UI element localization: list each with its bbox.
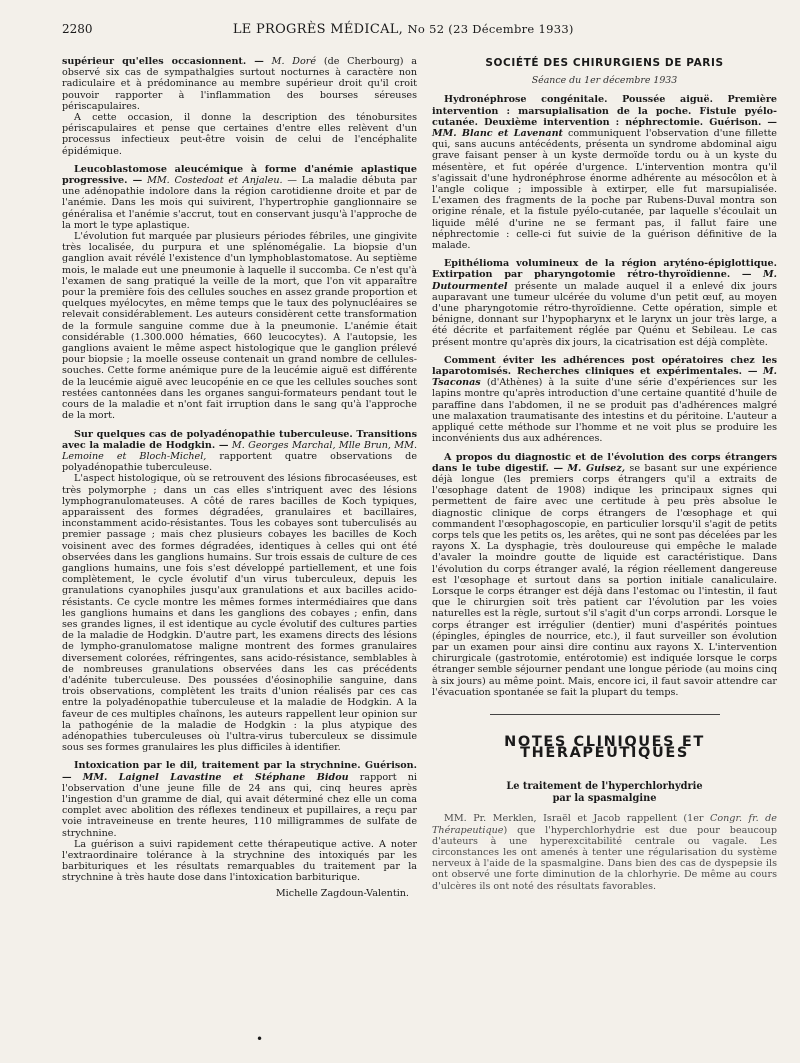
paragraph-text: (de Cherbourg) a observé six cas de sympathalgies surtout nocturnes à caractère non radiculaire et à prédominance au membre supérieur droit qu'il croit pouvoir rapporter à l'inflammation des bourses séreuses périscapulaires. (62, 56, 418, 112)
article-adherences (432, 355, 777, 445)
journal-title (233, 22, 574, 37)
author-name: M. Dutourmentel (432, 269, 777, 292)
paragraph-text: se basant sur une expérience déjà longue (les premiers corps étrangers qu'il a extraits de l'œsophage datent de 1908) indique les principaux signes qui permettent de faire avec une certitude à peu près absolue le diagnostic clinique de corps étrangers de l'œsophage et qui commandent l'œsophagoscopie, en particulier lorsqu'il s'agit de petits corps tels que les petits os, les arêtes, qui ne sont pas décelées par les rayons X. La dysphagie, très douloureuse qui empêche le malade d'avaler la moindre goutte de liquide est caractéristique. Dans l'évolution du corps étranger avalé, la région réellement dangereuse est l'œsophage et surtout dans sa portion initiale canaliculaire. Lorsque le corps étranger est déjà dans l'estomac ou l'intestin, il faut que le chirurgien soit très patient car l'évolution par les voies naturelles est la règle, surtout s'il s'agit d'un corps arrondi. Lorsque le corps étranger est irrégulier (dentier) muni d'aspérités pointues (épingles, épingles de nourrice, etc.), il faut surveiller son évolution par un examen pour ainsi dire continu aux rayons X. L'intervention chirurgicale (gastrotomie, entérotomie) est indiquée lorsque le corps étranger semble séjourner pendant une longue période (au moins cinq à six jours) au même point. Mais, encore ici, il faut savoir attendre car l'évacuation spontanée se fait la plupart du temps. (432, 462, 778, 698)
article-hydronephrose (432, 94, 777, 251)
paragraph (432, 94, 777, 251)
citation: Congr. fr. de Thérapeutique (432, 813, 777, 836)
paragraph-text: (d'Athènes) à la suite d'une série d'expériences sur les lapins montre qu'après introduction d'une certaine quantité d'huile de paraffine dans l'abdomen, il ne se produit pas d'adhérences malgré une malaxation traumatisante des intestins et du péritoine. L'auteur a appliqué cette méthode sur l'homme et ne voit plus se produire les inconvénients dus aux adhérences. (432, 377, 777, 445)
section-title: Sur quelques cas de polyadénopathie tuberculeuse. Transitions avec la maladie de Hodgkin. — (62, 428, 417, 451)
paragraph: A cette occasion, il donne la description des ténobursites périscapulaires et pense que certaines d'entre elles relèvent d'un processus infectieux peut-être voisin de celui de l'encéphalite épidémique. (62, 112, 417, 157)
section-title: Comment éviter les adhérences post opératoires chez les laparotomisés. Recherches cliniques et expérimentales. — (432, 354, 777, 378)
paragraph (62, 429, 417, 474)
journal-name: LE PROGRÈS MÉDICAL, (232, 22, 404, 37)
article-heading-line-2: par la spasmalgine (552, 793, 657, 805)
author-name: MM. Blanc et Lavenant (432, 128, 563, 140)
author-name: M. Doré (271, 56, 317, 67)
article-epithelioma (432, 258, 777, 348)
notes-heading: NOTES CLINIQUES ET THÉRAPEUTIQUES (504, 733, 705, 762)
article-heading-line-1: Le traitement de l'hyperchlorhydrie (506, 781, 703, 793)
paragraph-text: communiquent l'observation d'une fillette qui, sans aucuns antécédents, présenta un syndrome abdominal aigu grave faisant penser à un kyste dermoïde tordu ou à un kyste du mésentère, et fut opérée d'urgence. L'intervention montra qu'il s'agissait d'une hydronéphrose énorme adhérente au mésocôlon et à l'angle colique ; impossible à extirper, elle fut marsupialisée. L'examen des fragments de la poche par Rubens-Duval montra son origine rénale, et la fistule pyélo-cutanée, par laquelle s'écoulait un liquide mêlé d'urine ne se fermant pas, il fallut faire une néphrectomie : celle-ci fut suivie de la guérison définitive de la malade. (432, 128, 777, 252)
left-column (62, 56, 417, 899)
right-column (432, 56, 777, 892)
paragraph (62, 760, 417, 838)
paragraph (432, 355, 777, 445)
article-polyadenopathie (62, 429, 417, 754)
paragraph (62, 164, 417, 231)
society-heading: SOCIÉTÉ DES CHIRURGIENS DE PARIS (485, 57, 724, 69)
paragraph (432, 258, 777, 348)
paragraph-text: — La maladie débuta par une adénopathie indolore dans la région carotidienne droite et par de l'anémie. Dans les mois qui suivirent, l'hypertrophie ganglionnaire se généralisa et l'anémie s'accrut, tout en conservant jusqu'à l'approche de la mort le type aplastique. (62, 175, 417, 231)
paragraph: L'évolution fut marquée par plusieurs périodes fébriles, une gingivite très localisée, du purpura et une splénomégalie. La biopsie d'un ganglion avait révélé l'existence d'un lymphoblastomatose. Au septième mois, le malade eut une pneumonie à laquelle il succomba. Ce n'est qu'à l'examen de sang pratiqué la veille de la mort, que l'on vit apparaître pour la première fois des cellules souches en assez grande proportion et quelques myélocytes, en même temps que le taux des polynucléaires se relevait considérablement. Les auteurs considèrent cette transformation de la formule sanguine comme due à la pneumonie. L'anémie était considérable (1.300.000 hématies, 660 leucocytes). A l'autopsie, les ganglions avaient le même aspect histologique que le ganglion prélevé pour biopsie ; la moelle osseuse contenait un grand nombre de cellules-souches. Cette forme anémique pure de la leucémie aiguë est différente de la leucémie aiguë avec leucopénie en ce que les cellules souches sont restées cantonnées dans les organes sangui-formateurs pendant tout le cours de la maladie et n'ont fait irruption dans le sang qu'à l'approche de la mort. (62, 231, 417, 422)
section-title: supérieur qu'elles occasionnent. — (62, 56, 264, 67)
section-title: Hydronéphrose congénitale. Poussée aiguë. Première intervention : marsupialisation de la poche. Fistule pyélo-cutanée. Deuxième intervention : néphrectomie. Guérison. — (432, 94, 777, 128)
author-name: M. Georges Marchal, Mlle Brun, MM. Lemoine et Bloch-Michel, (62, 439, 418, 462)
section-title: Epithélioma volumineux de la région aryténo-épiglottique. Extirpation par pharyngotomie rétro-thyroïdienne. — (432, 258, 777, 281)
paragraph-text: rapportent quatre observations de polyadénopathie tuberculeuse. (62, 450, 417, 474)
article-heading (432, 781, 777, 805)
section-title: Intoxication par le dil, traitement par la strychnine. Guérison. — (62, 760, 417, 783)
author-name: MM. Laignel Lavastine et Stéphane Bidou (82, 771, 349, 783)
author-name: M. Tsaconas (432, 366, 777, 389)
journal-issue: No 52 (23 Décembre 1933) (407, 22, 574, 36)
signature: Michelle Zagdoun-Valentin. (275, 887, 409, 899)
paragraph: L'aspect histologique, où se retrouvent des lésions fibrocaséeuses, est très polymorphe ; dans un cas elles s'intriquent avec des lésions lymphogranulomateuses. A côté de rares bacilles de Koch typiques, apparaissent des formes dégradées, granulaires et bacillaires, inconstamment acido-résistantes. Tous les cobayes sont tuberculisés au premier passage ; mais chez plusieurs cobayes les bacilles de Koch voisinent avec des formes dégradées, identiques à celles qui ont été observées dans les ganglions humains. Sur trois essais de culture de ces ganglions humains, une fois s'est développé partiellement, et une fois complètement, le cycle évolutif d'un virus tuberculeux, depuis les granulations cyanophiles jusqu'aux granulations et aux bacilles acido-résistants. Ce cycle montre les mêmes formes intermédiaires que dans les ganglions humains et dans les ganglions des cobayes ; enfin, dans ses grandes lignes, il est identique au cycle évolutif des cultures parties de la maladie de Hodgkin. D'autre part, les examens directs des lésions de lympho-granulomatose maligne montrent des formes granulaires diversement colorées, réfringentes, sans acido-résistance, semblables à de nombreuses granulations observées dans les cas précédents d'adénite tuberculeuse. Des poussées d'éosinophilie sanguine, dans trois observations, complètent les traits d'union réalisés par ces cas entre la polyadénopathie tuberculeuse et la maladie de Hodgkin. A la faveur de ces multiples chaînons, les auteurs rappellent leur opinion sur la pathogénie de la maladie de Hodgkin : la plus atypique des adénopathies tuberculeuses où l'ultra-virus tuberculeux se dissimule sous ses formes granulaires les plus difficiles à identifier. (62, 473, 417, 754)
author-name: MM. Costedoat et Anjaleu. (147, 175, 283, 187)
page-number: 2280 (62, 22, 93, 36)
paragraph: La guérison a suivi rapidement cette thérapeutique active. A noter l'extraordinaire tolérance à la strychnine des intoxiqués par les barbituriques et les résultats remarquables du traitement par la strychnine à très haute dose dans l'intoxication barbiturique. (62, 838, 417, 884)
article-leucoblastomose (62, 164, 417, 422)
paragraph (432, 452, 777, 698)
section-title: Leucoblastomose aleucémique à forme d'anémie aplastique progressive. — (62, 163, 417, 187)
section-divider (490, 714, 720, 715)
session-date: Séance du 1er décembre 1933 (531, 75, 678, 87)
paragraph-text: ) que l'hyperchlorhydrie est due pour beaucoup d'auteurs à une hyperexcitabilité centrale ou vagale. Les circonstances les ont amenés à tenter une régularisation du système nerveux à l'aide de la spasmalgine. Dans bien des cas de dyspepsie ils ont observé une forte diminution de la chlorhyrie. De même au cours d'ulcères ils ont noté des résultats favorables. (432, 824, 777, 892)
author-name: M. Guisez, (567, 462, 626, 474)
paragraph-text: présente un malade auquel il a enlevé dix jours auparavant une tumeur ulcérée du volume d'un petit œuf, au moyen d'une pharyngotomie rétro-thyroïdienne. Cette opération, simple et bénigne, donnant sur l'hypopharynx et le larynx un jour très large, a été décrite et parfaitement réglée par Quénu et Sebileau. Le cas présent montre qu'après dix jours, la cicatrisation est déjà complète. (432, 280, 777, 348)
article-corps-etrangers (432, 452, 777, 698)
paragraph-text: rapport ni l'observation d'une jeune fille de 24 ans qui, cinq heures après l'ingestion d'un gramme de dial, qui avait déterminé chez elle un coma complet avec abolition des réflexes tendineux et pupillaires, a reçu par voie intraveineuse en trente heures, 110 milligrammes de sulfate de strychnine. (62, 771, 417, 839)
paragraph (62, 56, 417, 112)
page-header (62, 22, 744, 44)
paragraph-text: MM. Pr. Merklen, Israël et Jacob rappellent (1er (444, 813, 704, 825)
printer-mark: • (256, 1032, 264, 1046)
article-intoxication (62, 760, 417, 898)
section-title: A propos du diagnostic et de l'évolution des corps étrangers dans le tube digestif. — (432, 451, 777, 474)
paragraph (432, 813, 777, 891)
